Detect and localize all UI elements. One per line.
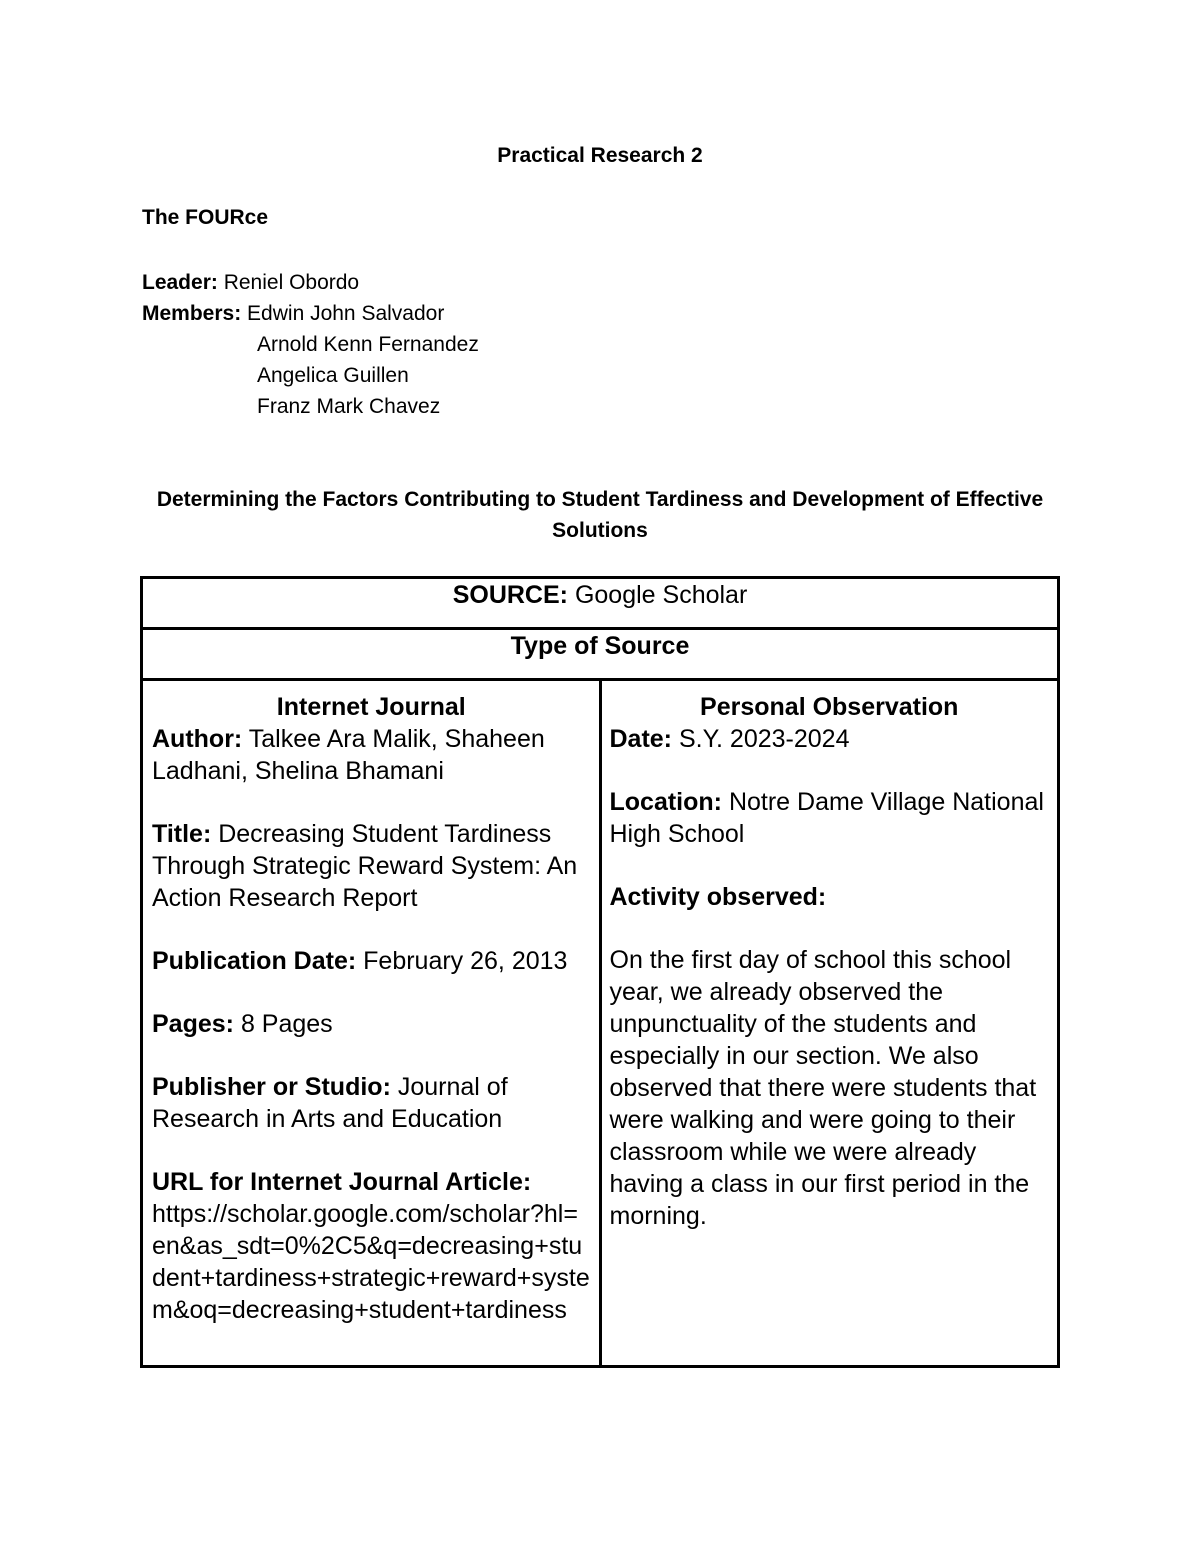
group-name: The FOURce (142, 206, 269, 229)
leader-label: Leader: (142, 271, 218, 294)
activity-observed-text: On the first day of school this school year, we already observed the unpunctuality of the students and especially in our section. We also observed that there were students that were walking and were going to their classroom while we were already having a class in our first period in the morning. (609, 946, 1037, 1230)
url-field (152, 1166, 591, 1326)
publication-date-value: February 26, 2013 (363, 947, 568, 975)
observation-date-field (610, 723, 1050, 755)
member-line (142, 360, 479, 391)
activity-observed-label (610, 881, 1050, 913)
activity-observed-label-text: Activity observed: (609, 883, 827, 911)
type-of-source-label: Type of Source (510, 632, 690, 660)
title-label: Title: (152, 820, 212, 848)
publisher-field (152, 1071, 591, 1135)
source-cell (142, 578, 1059, 629)
source-row (142, 578, 1059, 629)
source-table (140, 576, 1060, 1368)
title-value: Decreasing Student Tardiness Through Strategic Reward System: An Action Research Report (152, 820, 578, 912)
leader-line (142, 267, 479, 298)
location-label: Location: (609, 788, 722, 816)
publication-date-label: Publication Date: (152, 947, 357, 975)
source-value: Google Scholar (574, 581, 748, 609)
location-value: Notre Dame Village National High School (609, 788, 1044, 848)
observation-date-value: S.Y. 2023-2024 (678, 725, 850, 753)
publication-date-field (152, 945, 591, 977)
pages-value: 8 Pages (240, 1010, 333, 1038)
member-name: Franz Mark Chavez (257, 395, 441, 418)
member-name: Arnold Kenn Fernandez (257, 333, 479, 356)
type-of-source-header (142, 629, 1059, 680)
member-line (142, 391, 479, 422)
url-label: URL for Internet Journal Article: (152, 1168, 532, 1196)
member-line (142, 329, 479, 360)
pages-field (152, 1008, 591, 1040)
author-value: Talkee Ara Malik, Shaheen Ladhani, Shelina Bhamani (152, 725, 545, 785)
title-field (152, 818, 591, 914)
author-field (152, 723, 591, 787)
group-roster (142, 267, 479, 422)
course-title: Practical Research 2 (497, 144, 703, 167)
personal-observation-heading: Personal Observation (700, 693, 959, 721)
pages-label: Pages: (152, 1010, 234, 1038)
url-value: https://scholar.google.com/scholar?hl=en&as_sdt=0%2C5&q=decreasing+student+tardiness+strategic+reward+system&oq=decreasing+student+tardiness (152, 1200, 590, 1324)
personal-observation-cell (600, 680, 1059, 1367)
source-details-row (142, 680, 1059, 1367)
member-name: Angelica Guillen (257, 364, 409, 387)
leader-name: Reniel Obordo (223, 271, 360, 294)
publisher-value: Journal of Research in Arts and Education (152, 1073, 508, 1133)
source-label: SOURCE: (452, 581, 568, 609)
internet-journal-cell (142, 680, 601, 1367)
type-of-source-row (142, 629, 1059, 680)
member-name: Edwin John Salvador (247, 302, 445, 325)
author-label: Author: (152, 725, 243, 753)
research-title: Determining the Factors Contributing to Student Tardiness and Development of Effective Solutions (156, 488, 1044, 542)
internet-journal-heading: Internet Journal (276, 693, 466, 721)
members-label: Members: (142, 302, 242, 325)
members-line (142, 298, 479, 329)
location-field (610, 786, 1050, 850)
observation-date-label: Date: (609, 725, 673, 753)
publisher-label: Publisher or Studio: (152, 1073, 391, 1101)
